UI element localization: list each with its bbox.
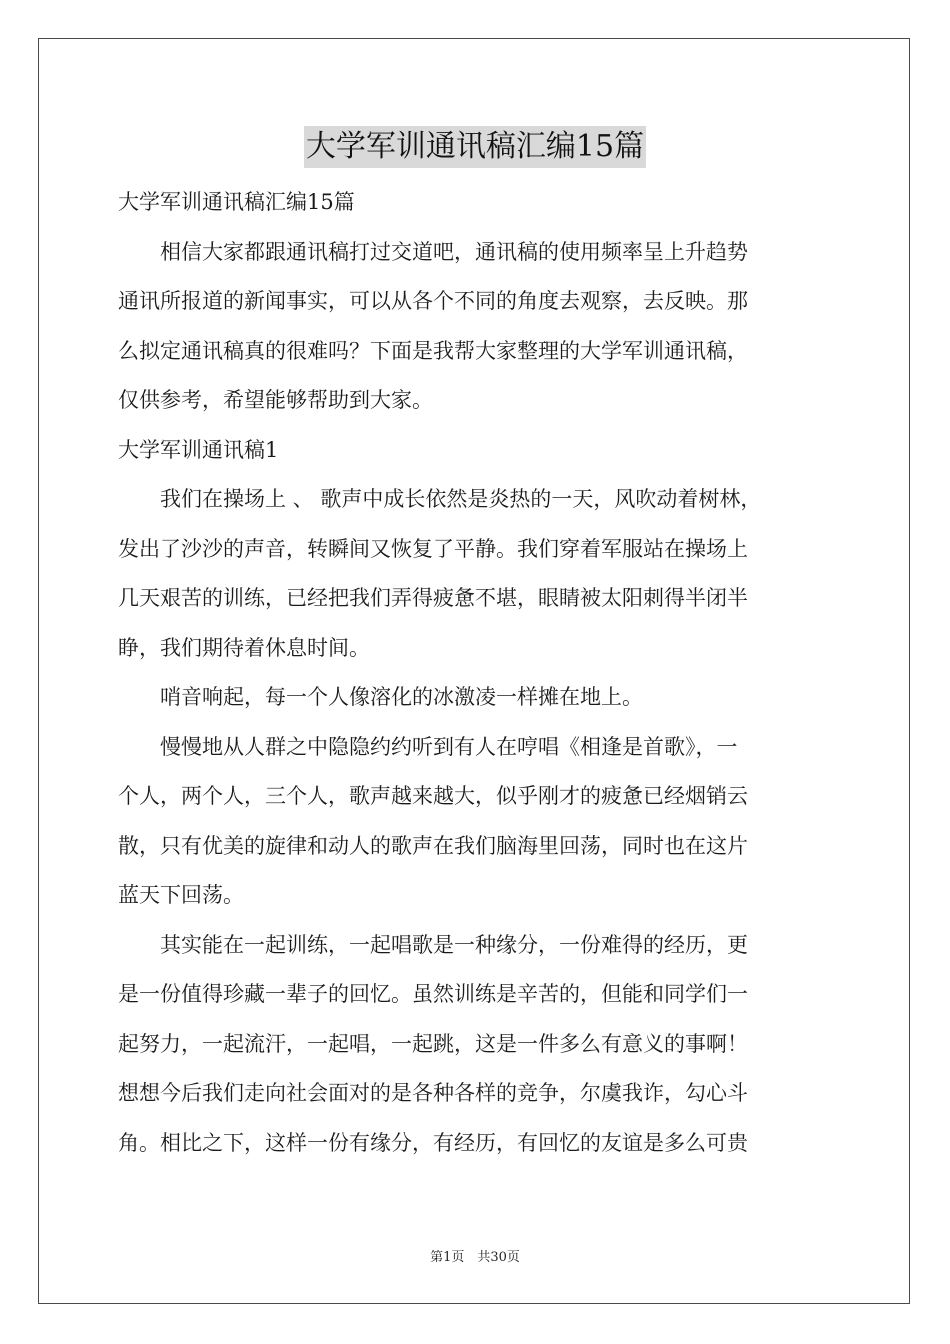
body-line: 起努力，一起流汗，一起唱，一起跳，这是一件多么有意义的事啊！ — [118, 1031, 748, 1056]
body-line: 几天艰苦的训练，已经把我们弄得疲惫不堪，眼睛被太阳刺得半闭半 — [118, 586, 748, 610]
body-line: 哨音响起，每一个人像溶化的冰激凌一样摊在地上。 — [118, 685, 643, 709]
body-line: 蓝天下回荡。 — [118, 883, 244, 907]
body-line: 我们在操场上 、 歌声中成长依然是炎热的一天，风吹动着树林， — [118, 487, 762, 511]
intro-line: 么拟定通讯稿真的很难吗？下面是我帮大家整理的大学军训通讯稿， — [118, 338, 748, 363]
body-line: 角。相比之下，这样一份有缘分，有经历，有回忆的友谊是多么可贵 — [118, 1130, 748, 1155]
body-line: 发出了沙沙的声音，转瞬间又恢复了平静。我们穿着军服站在操场上 — [118, 536, 748, 561]
title-wrapper — [0, 126, 950, 168]
document-title: 大学军训通讯稿汇编15篇 — [304, 126, 646, 168]
body-line: 想想今后我们走向社会面对的是各种各样的竞争，尔虞我诈，勾心斗 — [118, 1081, 748, 1105]
section-heading: 大学军训通讯稿1 — [118, 437, 279, 462]
document-body — [118, 178, 834, 1168]
body-line: 个人，两个人，三个人，歌声越来越大，似乎刚才的疲惫已经烟销云 — [118, 784, 748, 808]
page-footer: 第1页 共30页 — [430, 1250, 520, 1265]
body-line: 其实能在一起训练，一起唱歌是一种缘分，一份难得的经历，更 — [118, 932, 748, 957]
subtitle-line: 大学军训通讯稿汇编15篇 — [118, 190, 355, 214]
intro-line: 相信大家都跟通讯稿打过交道吧，通讯稿的使用频率呈上升趋势 — [118, 239, 748, 264]
body-line: 是一份值得珍藏一辈子的回忆。虽然训练是辛苦的，但能和同学们一 — [118, 982, 748, 1006]
body-line: 睁，我们期待着休息时间。 — [118, 635, 370, 660]
intro-line: 仅供参考，希望能够帮助到大家。 — [118, 388, 433, 412]
body-line: 慢慢地从人群之中隐隐约约听到有人在哼唱《相逢是首歌》，一 — [118, 734, 738, 759]
body-line: 散，只有优美的旋律和动人的歌声在我们脑海里回荡，同时也在这片 — [118, 833, 748, 858]
intro-line: 通讯所报道的新闻事实，可以从各个不同的角度去观察，去反映。那 — [118, 289, 748, 313]
